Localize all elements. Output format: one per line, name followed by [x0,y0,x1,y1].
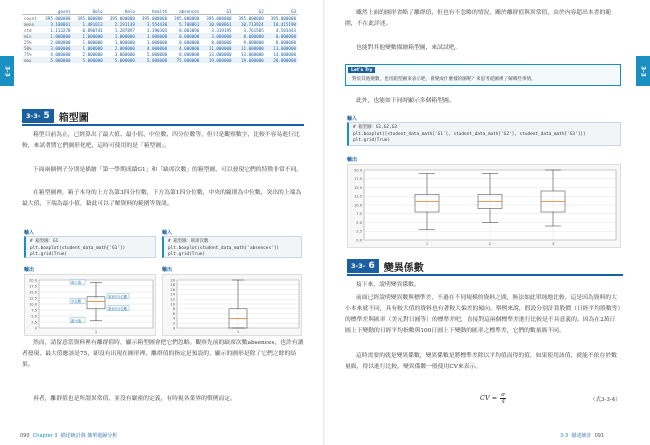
table-cell: 8.000000 [275,39,296,45]
section-label: 3-3- [26,112,41,120]
y-tick-label: 7.5 [31,308,37,313]
code-block [347,122,621,146]
table-cell: 5.000000 [40,57,72,63]
row-header: 25% [24,39,32,45]
table-cell: 5.000000 [146,51,168,57]
table-cell: 395.000000 [270,15,296,21]
table-cell: 1.287897 [114,27,135,33]
table-cell: 4.000000 [50,51,71,57]
table-cell: 9.000000 [243,39,264,45]
table-cell: 0.000000 [266,33,298,39]
section-num: 6 [368,261,375,271]
y-tick-label: 10 [170,302,175,307]
y-tick-label: 4 [172,316,175,321]
table-row [22,27,298,33]
output-box [162,274,302,336]
table-cell: 5.000000 [137,57,169,63]
x-tick-label: 2 [488,242,492,246]
y-tick-label: 17.5 [28,284,37,289]
table-cell: 1.113278 [50,27,71,33]
y-tick-label: 15.0 [353,185,362,190]
output-label: 輸出 [347,157,358,163]
column-header: G3 [266,8,298,15]
code-line: plt.grid(True) [353,138,391,143]
table-cell: 3.319195 [211,27,232,33]
lets-try-tag: Let's Try [348,67,375,73]
table-cell: 11.000000 [234,45,266,51]
row-header: 75% [24,51,32,57]
cv-formula [480,392,506,405]
table-cell: 0.000000 [234,33,266,39]
table-row [22,57,298,63]
table-cell: 5.708861 [169,21,201,27]
equation-number: （式3-3-4） [590,397,621,403]
y-tick-label: 12.5 [353,194,362,199]
footer-left [20,432,117,439]
output-label: 輸出 [24,267,35,273]
annotation-label: 最大值 [71,280,82,285]
y-tick-label: 7.5 [356,212,362,217]
code-line: plt.boxplot(student_data_math['G1']) [30,245,126,251]
y-tick-label: 2.5 [356,229,362,234]
page-number: 090 [20,433,30,439]
code-block [24,236,156,258]
row-header: min [22,33,40,39]
boxplot-g1 [25,275,157,337]
table-cell: 13.000000 [241,51,264,57]
table-row [22,39,298,45]
table-cell: 3.000000 [40,45,72,51]
table-cell: 0.000000 [169,33,201,39]
table-cell: 0.890741 [82,27,103,33]
section-number [347,259,379,273]
section-label: 3-3- [351,262,366,270]
table-row [22,15,298,22]
code-line: plt.grid(True) [30,252,68,257]
table-cell: 3.000000 [114,51,135,57]
code-comment: # 箱型圖：G1 [30,239,59,244]
x-tick-label: 1 [425,242,429,246]
table-cell: 5.000000 [73,57,105,63]
y-tick-label: 0.0 [356,238,362,243]
table-row [22,51,298,57]
section-number [22,109,54,123]
table-cell: 3.761505 [243,27,264,33]
code-line: plt.boxplot(student_data_math['absences']) [168,245,280,251]
boxplot-g1-g2-g3 [348,165,622,249]
table-cell: 1.000000 [137,33,169,39]
table-cell: 3.554430 [137,21,169,27]
column-header: G1 [201,8,233,15]
row-header: std [24,27,32,33]
y-tick-label: 6 [172,311,175,316]
table-cell: 395.000000 [45,15,71,21]
table-cell: 8.000000 [179,51,200,57]
table-cell: 3.000000 [201,33,233,39]
output-box [347,164,621,248]
table-cell: 11.000000 [266,45,298,51]
x-tick-label: 1 [236,330,240,334]
describe-table-body [22,15,298,64]
section-rule [347,274,623,276]
input-label: 輸入 [347,116,358,122]
chapter-label: Chapter 3 [32,433,58,439]
side-tab-right: 3-3 [636,56,650,86]
section-title: 描述統計 [571,433,592,439]
column-header: Halo [105,8,137,15]
table-cell: 20.000000 [266,57,298,63]
formula-lhs: CV = [480,394,498,403]
paragraph: 接下來，說明變異係數。 [356,282,420,288]
input-label: 輸入 [24,230,35,236]
table-cell: 2.000000 [105,45,137,51]
table-cell: 1.000000 [82,39,103,45]
annotation-label: 最小值 [71,318,82,323]
formula-denominator: x̄ [501,398,505,405]
row-header: 50% [22,45,40,51]
y-tick-label: 0 [34,326,37,331]
section-title: 箱型圖 [58,112,89,124]
section-heading-cv [347,258,424,274]
table-cell: 395.000000 [77,15,103,21]
y-tick-label: 20 [170,278,175,283]
y-tick-label: 15.0 [28,290,37,295]
table-cell: 1.000000 [73,45,105,51]
y-tick-label: 14 [170,292,175,297]
column-header: Dolo [73,8,105,15]
paragraph: 下面兩個例子分別是描繪「第一學期成績G1」和「缺席次數」的箱型圖，可以發現它們的特徵非常不同。 [33,167,303,173]
y-tick-label: 0 [172,326,175,331]
table-cell: 1.481013 [73,21,105,27]
y-tick-label: 17.5 [353,177,362,182]
table-cell: 11.000000 [201,45,233,51]
paragraph: 箱型目前為止，已經算出了最大值、最小值、中位數、四分位數等，但只是觀察數字，比較不容易進行比較，來試著將它們圖形化吧，這時可使用的是「箱型圖」。 [22,132,300,149]
input-label: 輸入 [162,230,173,236]
section-rule [22,124,304,126]
y-tick-label: 12 [170,297,175,302]
paragraph: 這時需要的就是變異係數，變異係數是將標準差除以平均值而得的值，如果使用該值，就能不依存於數量級，得以進行比較。變異係數一般使用CV來表示。 [345,353,617,370]
code-comment: # 箱型圖：缺席次數 [168,239,209,244]
table-cell: 10.908861 [201,21,233,27]
table-cell: 1.000000 [73,33,105,39]
table-cell: 1.000000 [114,39,135,45]
paragraph: 此外，也能如下同時顯示多個箱型圖。 [356,98,455,104]
lets-try-box [345,64,621,86]
row-header: max [22,57,40,63]
paragraph: 雖然上面的圖形省略了離群值，但也有不忽略的情況，關於離群值與異常值，由於內容超出本書的範圍，不在此詳述。 [345,10,612,27]
y-tick-label: 8 [172,307,175,312]
section-label: 3-3 [560,433,569,439]
side-tab-left: 3-3 [0,56,14,86]
table-cell: 2.000000 [50,39,71,45]
table-cell: 2.000000 [82,51,103,57]
table-cell: 4.581443 [275,27,296,33]
y-tick-label: 2.5 [31,320,37,325]
x-tick-label: 1 [94,330,98,334]
table-cell: 395.000000 [141,15,168,21]
y-tick-label: 20.0 [28,278,37,283]
column-header: G2 [234,8,266,15]
footer-right [560,432,604,439]
table-cell: 1.000000 [105,33,137,39]
y-tick-label: 12.5 [28,296,37,301]
table-cell: 19.000000 [234,57,266,63]
table-cell: 8.003096 [179,27,200,33]
column-header: health [137,8,169,15]
output-box [24,274,156,336]
row-header: mean [22,21,40,27]
paragraph: 也能對其他變數描繪箱型圖，來試試吧。 [356,45,461,51]
section-num: 5 [43,111,50,121]
annotation-label: 第1四分位數 [108,306,128,311]
section-title: 變異係數 [383,262,424,274]
paragraph: 前面已經說明變異數與標準差，不過在不同規模的資料之間，無法如此單純地比較。這是因為資料的大小本來就不同，具有較大值的資料也有著較大偏差的傾向。舉例來說，假設分別計算股價（日經平均股數等）的標準差與匯率（美元對日圓等）的標準差吧，直接對這兩個標準差進行比較是不具意義的。因為在2萬日圓上下變動的日經平均指數與100日圓上下變動的匯率之標準差，它們的數量級不同。 [345,295,621,334]
table-row [22,33,298,39]
page-number: 091 [594,433,605,439]
table-cell: 1.390303 [146,27,168,33]
table-cell: 395.000000 [206,15,232,21]
paragraph: 再者，離群值也是所謂異常值，並沒有嚴密的定義，有時視各業界的慣例而定。 [33,396,236,402]
y-tick-label: 10.0 [28,302,37,307]
table-row [22,21,298,27]
table-cell: 4.000000 [169,45,201,51]
column-header: gosei [40,8,72,15]
section-heading-boxplot [22,108,89,124]
boxplot-absences [163,275,303,337]
table-cell: 75.000000 [169,57,201,63]
table-cell: 395.000000 [109,15,135,21]
y-tick-label: 18 [170,283,175,288]
table-cell: 4.000000 [137,45,169,51]
code-line: plt.grid(True) [168,252,206,257]
annotation-label: 第3四分位數 [108,294,128,299]
table-cell: 395.000000 [238,15,264,21]
table-cell: 10.713924 [234,21,266,27]
x-tick-label: 3 [551,242,555,246]
describe-table [22,8,298,63]
annotation-label: 中位數 [71,299,82,304]
table-cell: 0.000000 [179,39,200,45]
table-cell: 8.000000 [211,39,232,45]
y-tick-label: 5.0 [356,220,362,225]
table-cell: 19.000000 [201,57,233,63]
y-tick-label: 20.0 [353,168,362,173]
y-tick-label: 16 [170,287,175,292]
table-cell: 14.000000 [273,51,296,57]
paragraph: 在箱型圖裡，箱子本身的上方為第3四分位數，下方為第1四分位數，中央的線則為中位數，突出的上端為最大值，下端為最小值，藉此可以了解資料的範圍等資訊。 [22,190,302,207]
chapter-title: 描述統計與 簡單迴歸分析 [60,433,118,439]
table-cell: 395.000000 [174,15,200,21]
y-tick-label: 5.0 [31,314,37,319]
table-cell: 5.000000 [105,57,137,63]
y-tick-label: 2 [172,321,175,326]
table-cell: 2.291139 [105,21,137,27]
table-row [22,45,298,51]
table-cell: 13.000000 [208,51,232,57]
table-cell: 1.000000 [40,33,72,39]
table-cell: 10.415190 [266,21,298,27]
code-block [162,236,302,258]
table-cell: 3.108861 [40,21,72,27]
paragraph: 然而，請留意當資料裡有離群值時，顯示箱型圖會把它們忽略。觀察先前的缺席次數absences，也許有讀者發現，最大值應該是75，卻沒有出現在圖形裡，離群值的指定是預設的，顯示的圖形是除了它們之餘的結果。 [22,340,304,368]
column-header: absences [169,8,201,15]
y-tick-label: 10.0 [353,203,362,208]
formula-fraction [500,392,506,405]
row-header: count [24,15,37,21]
formula-numerator: σ [501,392,506,398]
lets-try-text: 對於其他變數，也用箱型圖來表示吧，會變成什麼樣的圖呢？來思考從圖裡了解哪些事情。 [352,77,536,82]
code-comment: # 箱型圖：G1,G2,G3 [353,125,397,130]
table-cell: 3.000000 [146,39,168,45]
output-label: 輸出 [162,267,173,273]
code-line: plt.boxplot([student_data_math['G1'], student_data_math['G2'], student_data_math['G3']]) [353,131,586,137]
